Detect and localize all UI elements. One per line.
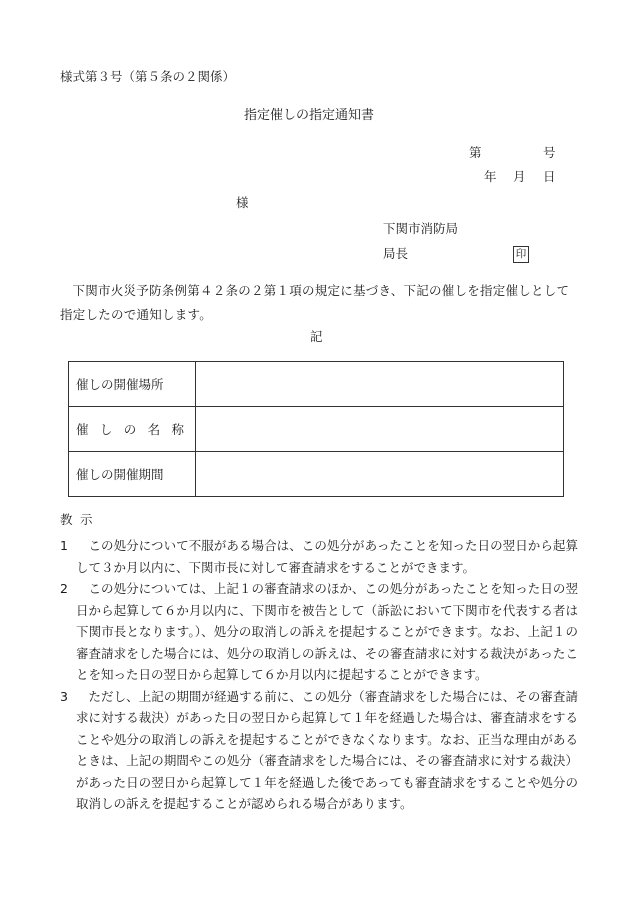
period-label: 催しの開催期間 <box>69 452 196 497</box>
period-value <box>196 452 564 497</box>
event-info-table <box>68 361 564 497</box>
addressee-suffix: 様 <box>236 195 249 210</box>
date-month: 月 <box>513 169 526 184</box>
event-name-value <box>196 407 564 452</box>
table-row <box>69 407 564 452</box>
issuer-title: 局長 <box>383 246 409 261</box>
document-number-suffix: 号 <box>543 145 556 160</box>
document-title: 指定催しの指定通知書 <box>244 108 375 123</box>
table-row <box>69 452 564 497</box>
item-text: この処分について不服がある場合は、この処分があったことを知った日の翌日から起算して３か月以内に、下関市長に対して審査請求をすることができます。 <box>76 538 578 575</box>
table-row <box>69 362 564 407</box>
issuer-org: 下関市消防局 <box>383 221 459 236</box>
list-item <box>60 535 578 578</box>
item-number: 3 <box>60 688 68 704</box>
form-number: 様式第３号（第５条の２関係） <box>60 69 236 84</box>
date-day: 日 <box>543 169 556 184</box>
venue-label: 催しの開催場所 <box>69 362 196 407</box>
notice-heading: 教示 <box>60 512 101 527</box>
item-text: ただし、上記の期間が経過する前に、この処分（審査請求をした場合には、その審査請求に対する裁決）があった日の翌日から起算して１年を経過した場合は、審査請求をすることや処分の取消しの訴えを提起することができなくなります。なお、正当な理由があるときは、上記の期間やこの処分（審査請求をした場合には、その審査請求に対する裁決）があった日の翌日から起算して１年を経過した後であっても審査請求をすることや処分の取消しの訴えを提起することが認められる場合があります。 <box>76 688 578 811</box>
body-paragraph: 下関市火災予防条例第４２条の２第１項の規定に基づき、下記の催しを指定催しとして指定したので通知します。 <box>60 283 570 322</box>
date-year: 年 <box>484 169 497 184</box>
event-name-label: 催 し の 名 称 <box>69 407 196 452</box>
item-number: 2 <box>60 581 68 596</box>
venue-value <box>196 362 564 407</box>
list-item <box>60 686 578 815</box>
document-number-label: 第 <box>469 145 482 160</box>
list-item <box>60 578 578 686</box>
item-text: この処分については、上記１の審査請求のほか、この処分があったことを知った日の翌日から起算して６か月以内に、下関市を被告として（訴訟において下関市を代表する者は下関市長となります。）、処分の取消しの訴えを提起することができます。なお、上記１の審査請求をした場合には、処分の取消しの訴えは、その審査請求に対する裁決があったことを知った日の翌日から起算して６か月以内に提起することができます。 <box>76 581 578 682</box>
ki-heading: 記 <box>310 329 323 344</box>
notice-list <box>60 535 578 815</box>
item-number: 1 <box>60 538 68 553</box>
seal-mark: 印 <box>513 246 529 263</box>
